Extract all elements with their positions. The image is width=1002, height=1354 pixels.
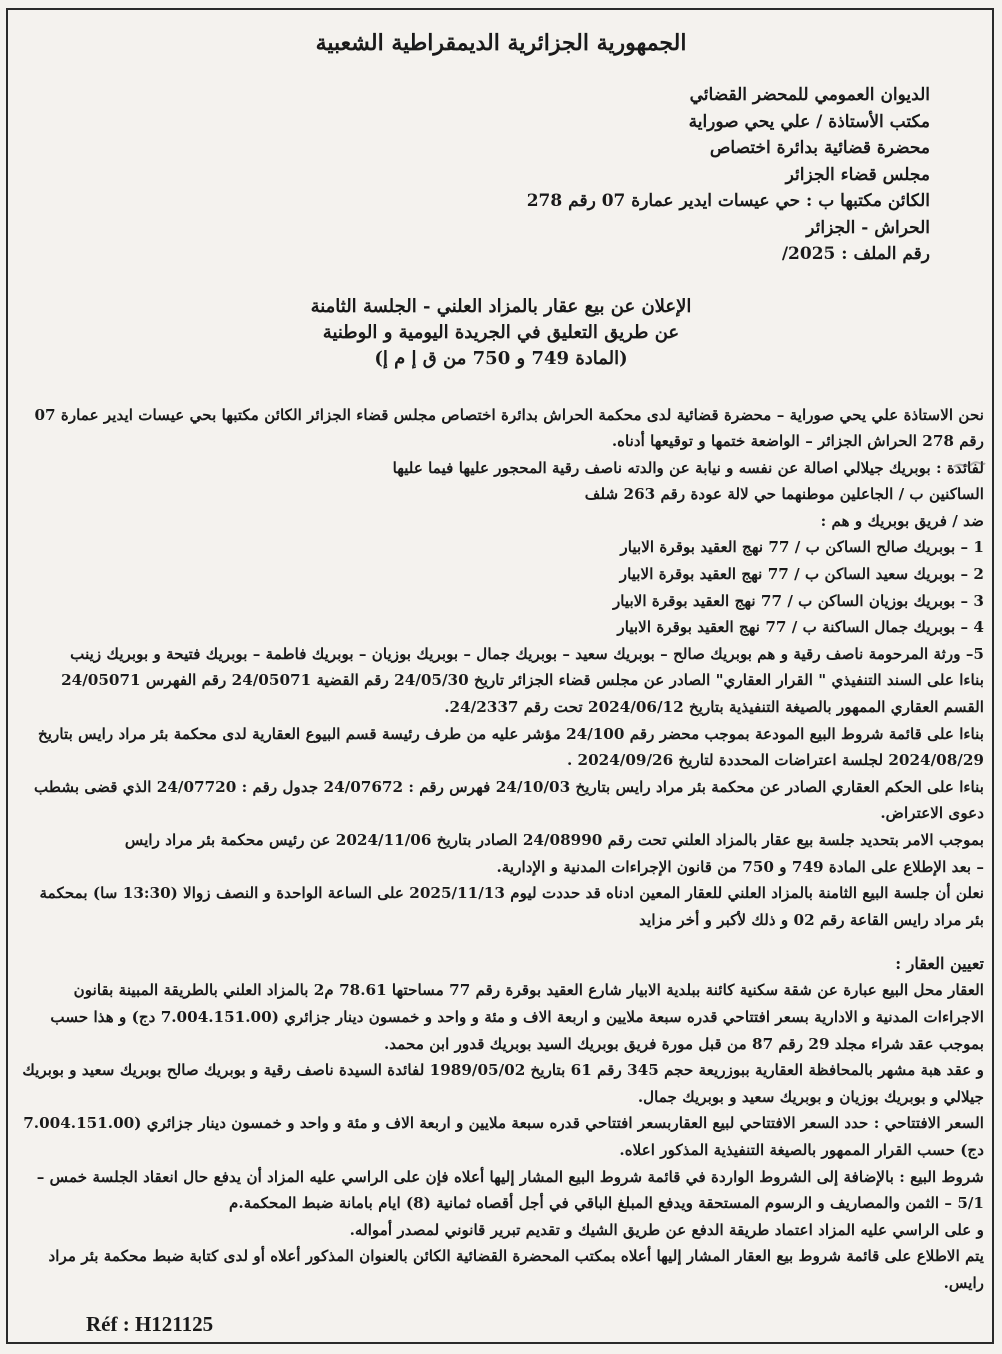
defendant-item: 1 – بوبريك صالح الساكن ب / 77 نهج العقيد بوقرة الابيار [620,538,984,557]
property-paragraph: و عقد هبة مشهر بالمحافظة العقارية ببوزريعة حجم 345 رقم 61 بتاريخ 1989/05/02 لفائدة السيدة ناصف رقية و بوبريك صالح بوبريك سعيد و بوبريك جيلالي و بوبريك بوزيان و بوبريك سعيد و بوبريك جمال. [22,1061,984,1106]
property-paragraph: العقار محل البيع عبارة عن شقة سكنية كائنة ببلدية الابيار شارع العقيد بوقرة رقم 77 مساحتها 78.61 م2 بالمزاد العلني بالطريقة المبينة بقانون الاجراءات المدنية و الادارية بسعر افتتاحي قدره سبعة ملايين و اربعة الاف و مئة و واحد و خمسون دينار جزائري (7.004.151.00 دج) و هذا حسب بموجب عقد شراء مجلد 29 رقم 87 من قبل مورة فريق بوبريك السيد بوبريك قدور ابن محمد. [50,981,984,1053]
defendant-item: 4 – بوبريك جمال الساكنة ب / 77 نهج العقيد بوقرة الابيار [617,618,984,637]
paragraph: بناءا على الحكم العقاري الصادر عن محكمة بئر مراد رايس بتاريخ 24/10/03 فهرس رقم : 24/07672 جدول رقم : 24/07720 الذي قضى بشطب دعوى الاعتراض. [33,777,984,823]
announcement-body [18,402,984,1297]
header-line: محضرة قضائية بدائرة اختصاص [709,138,930,158]
defendant-item: 3 – بوبريك بوزيان الساكن ب / 77 نهج العقيد بوقرة الابيار [612,591,984,610]
paragraph: الساكنين ب / الجاعلين موطنهما حي لالة عودة رقم 263 شلف [584,485,984,504]
paragraph: بناءا على قائمة شروط البيع المودعة بموجب محضر رقم 24/100 مؤشر عليه من طرف رئيسة قسم البيوع العقارية لدى محكمة بئر مراد رايس بتاريخ 2024/08/29 لجلسة اعتراضات المحددة لتاريخ 2024/09/26 . [38,724,984,770]
title-line: (المادة 749 و 750 من ق إ م إ) [374,347,628,369]
paragraph: نعلن أن جلسة البيع الثامنة بالمزاد العلني للعقار المعين ادناه قد حددت ليوم 2025/11/13 على الساعة الواحدة و النصف زوالا (13:30 سا) بمحكمة بئر مراد رايس القاعة رقم 02 و ذلك لأكبر و أخر مزايد [39,884,984,929]
paragraph: بناءا على السند التنفيذي " القرار العقاري" الصادر عن مجلس قضاء الجزائر تاريخ 24/05/30 رقم القضية 24/05071 رقم الفهرس 24/05071 القسم العقاري الممهور بالصيغة التنفيذية بتاريخ 2024/06/12 تحت رقم 24/2337. [61,671,984,717]
defendant-item: 5– ورثة المرحومة ناصف رقية و هم بوبريك صالح – بوبريك سعيد – بوبريك جمال – بوبريك بوزيان – بوبريك فاطمة – بوبريك فتيحة و بوبريك زينب [70,644,984,663]
header-line: مكتب الأستاذة / علي يحي صوراية [688,111,930,132]
announcement-title [18,294,984,372]
title-line: عن طريق التعليق في الجريدة اليومية و الوطنية [322,321,680,343]
property-paragraph: يتم الاطلاع على قائمة شروط بيع العقار المشار إليها أعلاه بمكتب المحضرة القضائية الكائن بالعنوان المذكور أعلاه أو لدى كتابة ضبط محكمة بئر مراد رايس. [48,1247,984,1292]
header-line: الحراش - الجزائر [806,217,930,238]
header-line: الديوان العمومي للمحضر القضائي [689,85,930,105]
reference-code: Réf : H121125 [80,1312,219,1337]
defendant-item: 2 – بوبريك سعيد الساكن ب / 77 نهج العقيد بوقرة الابيار [619,565,984,584]
header-line: مجلس قضاء الجزائر [785,164,930,185]
paragraph: نحن الاستاذة علي يحي صوراية – محضرة قضائية لدى محكمة الحراش بدائرة اختصاص مجلس قضاء الجزائر الكائن مكتبها بحي عيسات ايدير عمارة 07 رقم 278 الحراش الجزائر – الواضعة ختمها و توقيعها أدناه. [34,405,984,451]
stamp-smudge-icon [952,459,986,471]
file-number: رقم الملف : 2025/ [781,244,930,264]
document-content [18,22,984,1297]
title-line: الإعلان عن بيع عقار بالمزاد العلني - الجلسة الثامنة [310,295,692,317]
paragraph: بموجب الامر بتحديد جلسة بيع عقار بالمزاد العلني تحت رقم 24/08990 الصادر بتاريخ 2024/11/06 عن رئيس محكمة بئر مراد رايس [124,831,984,849]
property-section-title: تعيين العقار : [895,954,984,974]
property-paragraph: السعر الافتتاحي : حدد السعر الافتتاحي لبيع العقاربسعر افتتاحي قدره سبعة ملايين و اربعة الاف و مئة و واحد و خمسون دينار جزائري (7.004.151.00 دج) حسب القرار الممهور بالصيغة التنفيذية المذكور اعلاه. [23,1114,984,1159]
property-paragraph: شروط البيع : بالإضافة إلى الشروط الواردة في قائمة شروط البيع المشار إليها أعلاه فإن على الراسي عليه المزاد أن يدفع حال انعقاد الجلسة خمس – 5/1 – الثمن والمصاريف و الرسوم المستحقة ويدفع المبلغ الباقي في أجل أقصاه ثمانية (8) ايام بامانة ضبط المحكمة.م [36,1167,984,1213]
paragraph: لفائدة : بوبريك جيلالي اصالة عن نفسه و نيابة عن والدته ناصف رقية المحجور عليها فيما عليها [392,458,984,477]
paragraph: ضد / فريق بوبريك و هم : [820,511,984,530]
office-header [18,82,984,268]
header-line: الكائن مكتبها ب : حي عيسات ايدير عمارة 07 رقم 278 [526,191,930,211]
property-paragraph: و على الراسي عليه المزاد اعتماد طريقة الدفع عن طريق الشيك و تقديم تبرير قانوني لمصدر أمواله. [349,1220,984,1239]
paragraph: – بعد الإطلاع على المادة 749 و 750 من قانون الإجراءات المدنية و الإدارية. [496,857,984,876]
republic-heading: الجمهورية الجزائرية الديمقراطية الشعبية [315,30,687,56]
